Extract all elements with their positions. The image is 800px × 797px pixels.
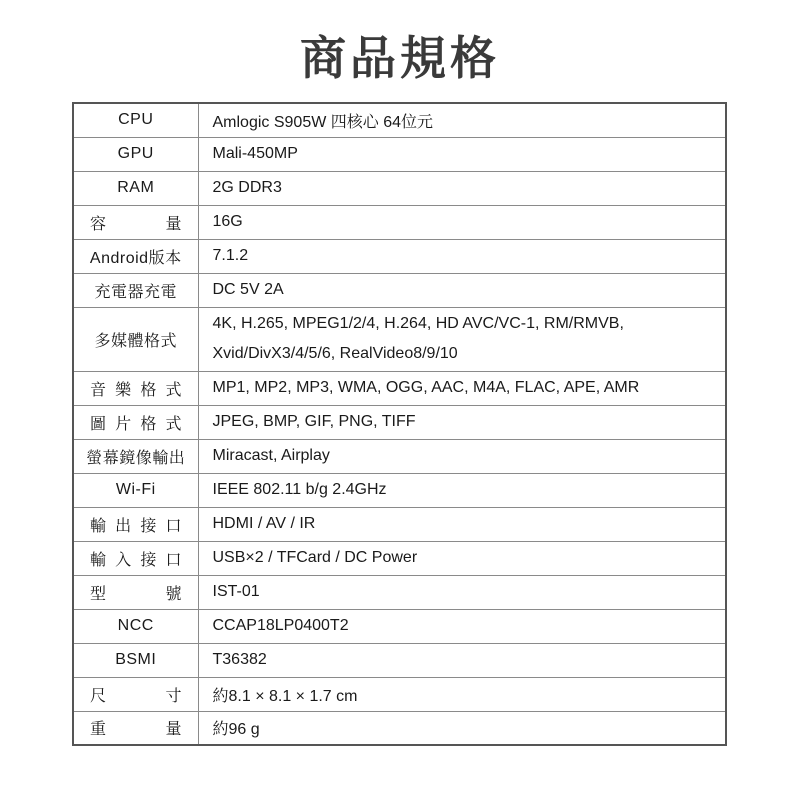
table-row	[73, 171, 726, 205]
spec-label-gpu: GPU	[73, 137, 198, 171]
spec-value-capacity: 16G	[198, 205, 726, 239]
spec-value-input-ports: USB×2 / TFCard / DC Power	[198, 541, 726, 575]
spec-value-screen-mirroring: Miracast, Airplay	[198, 439, 726, 473]
spec-label-dimensions: 尺寸	[73, 677, 198, 711]
spec-table	[72, 102, 727, 746]
table-row	[73, 643, 726, 677]
table-row	[73, 507, 726, 541]
spec-value-line: 4K, H.265, MPEG1/2/4, H.264, HD AVC/VC-1, RM/RMVB,	[212, 315, 624, 332]
table-row	[73, 307, 726, 371]
spec-label-screen-mirroring: 螢幕鏡像輸出	[73, 439, 198, 473]
spec-value-output-ports: HDMI / AV / IR	[198, 507, 726, 541]
table-row	[73, 205, 726, 239]
spec-value-image-format: JPEG, BMP, GIF, PNG, TIFF	[198, 405, 726, 439]
spec-label-audio-format: 音樂格式	[73, 371, 198, 405]
spec-label-weight: 重量	[73, 711, 198, 745]
spec-value-ram: 2G DDR3	[198, 171, 726, 205]
table-row	[73, 677, 726, 711]
table-row	[73, 609, 726, 643]
table-row	[73, 371, 726, 405]
table-row	[73, 575, 726, 609]
spec-label-ram: RAM	[73, 171, 198, 205]
spec-value-model: IST-01	[198, 575, 726, 609]
spec-label-capacity: 容量	[73, 205, 198, 239]
table-row	[73, 405, 726, 439]
spec-label-bsmi: BSMI	[73, 643, 198, 677]
spec-label-model: 型號	[73, 575, 198, 609]
table-row	[73, 103, 726, 137]
spec-label-image-format: 圖片格式	[73, 405, 198, 439]
table-row	[73, 439, 726, 473]
spec-value-weight: 約96 g	[198, 711, 726, 745]
spec-value-wifi: IEEE 802.11 b/g 2.4GHz	[198, 473, 726, 507]
spec-value-cpu: Amlogic S905W 四核心 64位元	[198, 103, 726, 137]
spec-value-ncc: CCAP18LP0400T2	[198, 609, 726, 643]
spec-label-charger: 充電器充電	[73, 273, 198, 307]
spec-label-multimedia: 多媒體格式	[73, 307, 198, 371]
spec-label-wifi: Wi-Fi	[73, 473, 198, 507]
page-title: 商品規格	[300, 31, 500, 85]
spec-label-cpu: CPU	[73, 103, 198, 137]
spec-value-bsmi: T36382	[198, 643, 726, 677]
table-row	[73, 273, 726, 307]
spec-value-gpu: Mali-450MP	[198, 137, 726, 171]
table-row	[73, 711, 726, 745]
table-row	[73, 473, 726, 507]
spec-value-charger: DC 5V 2A	[198, 273, 726, 307]
spec-value-audio-format: MP1, MP2, MP3, WMA, OGG, AAC, M4A, FLAC, APE, AMR	[198, 371, 726, 405]
table-row	[73, 541, 726, 575]
spec-label-android-version: Android版本	[73, 239, 198, 273]
spec-label-ncc: NCC	[73, 609, 198, 643]
spec-value-line: Xvid/DivX3/4/5/6, RealVideo8/9/10	[212, 345, 458, 362]
spec-value-multimedia	[198, 307, 726, 371]
spec-label-output-ports: 輸出接口	[73, 507, 198, 541]
table-row	[73, 137, 726, 171]
spec-value-android-version: 7.1.2	[198, 239, 726, 273]
table-row	[73, 239, 726, 273]
spec-label-input-ports: 輸入接口	[73, 541, 198, 575]
spec-value-dimensions: 約8.1 × 8.1 × 1.7 cm	[198, 677, 726, 711]
